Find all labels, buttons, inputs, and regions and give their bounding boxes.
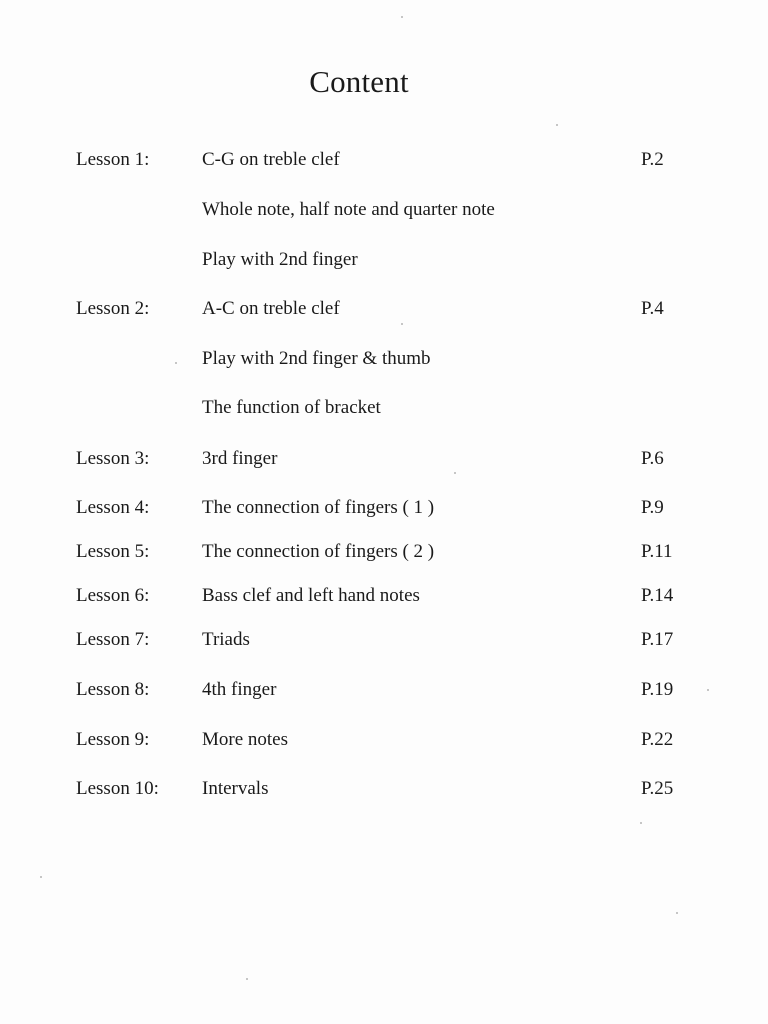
lesson-label: Lesson 1: [76, 149, 150, 170]
scan-speck [556, 124, 558, 126]
lesson-page-number: P.19 [641, 679, 674, 700]
lesson-label: Lesson 9: [76, 729, 150, 750]
lesson-label: Lesson 4: [76, 497, 150, 518]
scan-speck [676, 912, 678, 914]
scan-speck [454, 472, 456, 474]
lesson-topic: 3rd finger [202, 448, 278, 469]
page-title: Content [309, 64, 409, 99]
scan-speck [401, 16, 403, 18]
lesson-page-number: P.11 [641, 541, 673, 562]
lesson-label: Lesson 3: [76, 448, 150, 469]
lesson-page-number: P.22 [641, 729, 674, 750]
lesson-topic: The function of bracket [202, 397, 381, 418]
scan-speck [707, 689, 709, 691]
lesson-page-number: P.25 [641, 778, 674, 799]
lesson-topic: Bass clef and left hand notes [202, 585, 420, 606]
lesson-topic: The connection of fingers ( 1 ) [202, 497, 435, 518]
scan-speck [640, 822, 642, 824]
lesson-page-number: P.6 [641, 448, 664, 469]
lesson-topic: C-G on treble clef [202, 149, 340, 170]
lesson-topic: 4th finger [202, 679, 277, 700]
lesson-page-number: P.4 [641, 298, 664, 319]
lesson-topic: Play with 2nd finger [202, 249, 358, 270]
lesson-topic: Intervals [202, 778, 269, 799]
lesson-page-number: P.9 [641, 497, 664, 518]
scan-speck [246, 978, 248, 980]
lesson-page-number: P.2 [641, 149, 664, 170]
scan-speck [175, 362, 177, 364]
lesson-label: Lesson 5: [76, 541, 150, 562]
scan-speck [401, 323, 403, 325]
lesson-label: Lesson 6: [76, 585, 150, 606]
lesson-topic: Play with 2nd finger & thumb [202, 348, 431, 369]
lesson-label: Lesson 2: [76, 298, 150, 319]
scan-speck [40, 876, 42, 878]
lesson-label: Lesson 8: [76, 679, 150, 700]
lesson-topic: The connection of fingers ( 2 ) [202, 541, 435, 562]
lesson-topic: Triads [202, 629, 250, 650]
lesson-label: Lesson 7: [76, 629, 150, 650]
lesson-topic: More notes [202, 729, 289, 750]
lesson-label: Lesson 10: [76, 778, 159, 799]
lesson-page-number: P.17 [641, 629, 674, 650]
lesson-page-number: P.14 [641, 585, 674, 606]
lesson-topic: A-C on treble clef [202, 298, 340, 319]
lesson-topic: Whole note, half note and quarter note [202, 199, 495, 220]
